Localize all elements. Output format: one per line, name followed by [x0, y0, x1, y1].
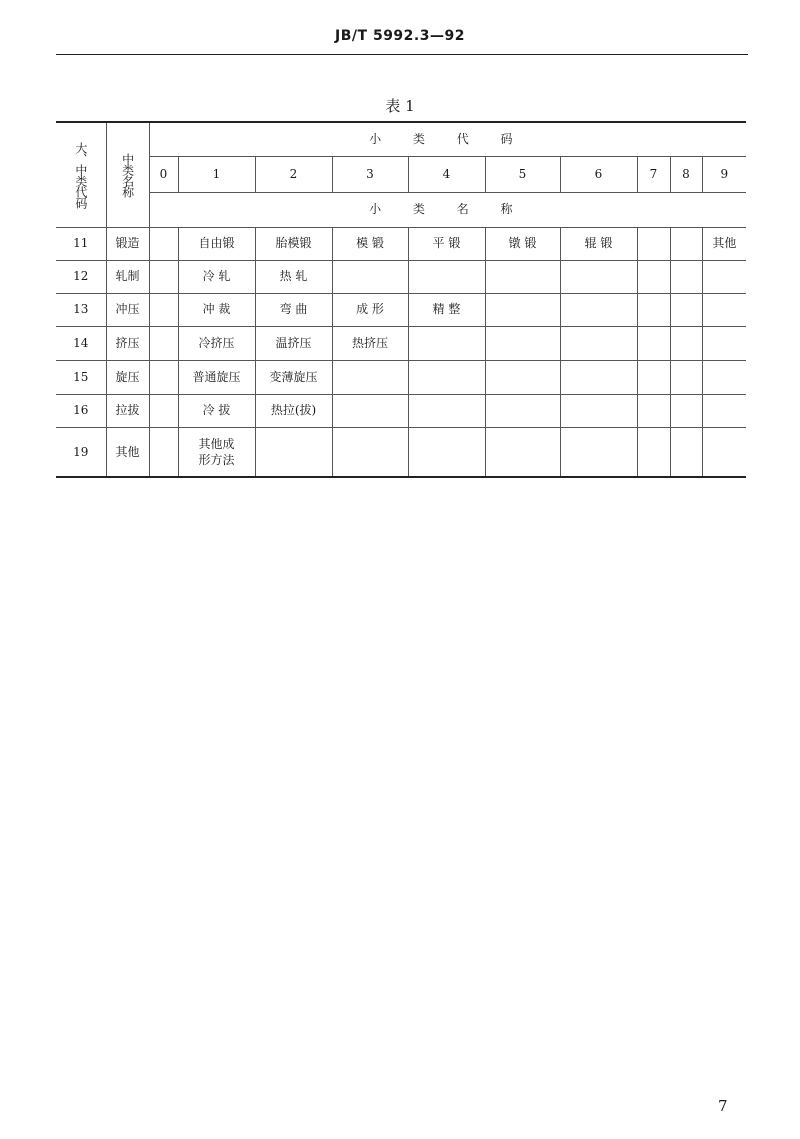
table-row: [56, 260, 746, 293]
table-cell: [670, 427, 702, 477]
table-cell: [408, 260, 485, 293]
table-cell: [637, 360, 670, 394]
table-cell: [670, 360, 702, 394]
table-row: [56, 293, 746, 326]
table-cell: 冷挤压: [178, 326, 255, 360]
table-cell: [149, 326, 178, 360]
row-code: 19: [56, 427, 106, 477]
table-cell: [149, 227, 178, 260]
table-cell: [670, 394, 702, 427]
table-cell: 冷 拔: [178, 394, 255, 427]
table-cell: 其他: [702, 227, 746, 260]
table-cell: [670, 260, 702, 293]
table-cell: [149, 394, 178, 427]
table-title: 表 1: [385, 97, 415, 115]
row-name: 挤压: [106, 326, 149, 360]
header-rule: [56, 54, 748, 55]
table-cell: [485, 394, 560, 427]
table-row: [56, 427, 746, 477]
table-cell: [485, 360, 560, 394]
row-code: 15: [56, 360, 106, 394]
table-cell: 弯 曲: [255, 293, 332, 326]
table-cell: [637, 293, 670, 326]
table-cell: [560, 293, 637, 326]
table-cell: [670, 326, 702, 360]
row-name: 冲压: [106, 293, 149, 326]
digit-header: 9: [702, 156, 746, 192]
table-cell: [332, 360, 408, 394]
row-name: 锻造: [106, 227, 149, 260]
row-name: 旋压: [106, 360, 149, 394]
table-cell: [149, 260, 178, 293]
table-cell: [149, 360, 178, 394]
table-cell: [485, 260, 560, 293]
table-cell: [408, 360, 485, 394]
digit-header: 2: [255, 156, 332, 192]
digit-header: 7: [637, 156, 670, 192]
table-row: [56, 394, 746, 427]
table-cell: [408, 326, 485, 360]
table-cell: [332, 260, 408, 293]
table-cell: 精 整: [408, 293, 485, 326]
table-cell: 模 锻: [332, 227, 408, 260]
table-cell: 变薄旋压: [255, 360, 332, 394]
table-cell: 普通旋压: [178, 360, 255, 394]
table-cell: 热挤压: [332, 326, 408, 360]
table-cell: [149, 427, 178, 477]
table-cell: [702, 326, 746, 360]
table-cell: 镦 锻: [485, 227, 560, 260]
table-cell: [637, 227, 670, 260]
row-code: 11: [56, 227, 106, 260]
table-row: [56, 326, 746, 360]
small-code-header: 小 类 代 码: [149, 122, 746, 156]
table-row: [56, 360, 746, 394]
table-cell: 热拉(拔): [255, 394, 332, 427]
row-code: 13: [56, 293, 106, 326]
row-code: 14: [56, 326, 106, 360]
table-cell: [149, 293, 178, 326]
table-cell: 自由锻: [178, 227, 255, 260]
table-cell: 胎模锻: [255, 227, 332, 260]
table-cell: [408, 427, 485, 477]
table-cell: [485, 427, 560, 477]
digit-header: 1: [178, 156, 255, 192]
digit-header: 5: [485, 156, 560, 192]
row-code: 16: [56, 394, 106, 427]
standard-code: JB/T 5992.3—92: [335, 28, 465, 44]
table-cell: 平 锻: [408, 227, 485, 260]
mid-name-header: 中类名称: [106, 122, 149, 227]
row-name: 其他: [106, 427, 149, 477]
classification-table: [56, 121, 746, 478]
table-cell: [332, 394, 408, 427]
table-cell: [485, 326, 560, 360]
row-name: 轧制: [106, 260, 149, 293]
table-cell: 其他成形方法: [178, 427, 255, 477]
table-cell: [702, 427, 746, 477]
table-cell: [332, 427, 408, 477]
table-cell: [560, 394, 637, 427]
table-cell: [670, 293, 702, 326]
table-cell: [702, 260, 746, 293]
row-code: 12: [56, 260, 106, 293]
table-cell: [637, 394, 670, 427]
table-cell: 成 形: [332, 293, 408, 326]
table-cell: [637, 427, 670, 477]
page-number: 7: [718, 1097, 728, 1115]
table-cell: [560, 427, 637, 477]
table-cell: [408, 394, 485, 427]
table-cell: 冷 轧: [178, 260, 255, 293]
digit-header: 3: [332, 156, 408, 192]
table-cell: 辊 锻: [560, 227, 637, 260]
table-cell: [637, 260, 670, 293]
corner-header: 大、中类代码: [56, 122, 106, 227]
table-cell: 温挤压: [255, 326, 332, 360]
table-cell: 热 轧: [255, 260, 332, 293]
table-cell: [485, 293, 560, 326]
small-name-header: 小 类 名 称: [149, 192, 746, 227]
table-cell: [560, 360, 637, 394]
table-cell: [560, 326, 637, 360]
table-cell: [670, 227, 702, 260]
digit-header: 6: [560, 156, 637, 192]
row-name: 拉拔: [106, 394, 149, 427]
table-cell: [702, 394, 746, 427]
table-cell: 冲 裁: [178, 293, 255, 326]
table-cell: [560, 260, 637, 293]
table-row: [56, 227, 746, 260]
digit-header: 8: [670, 156, 702, 192]
table-cell: [702, 360, 746, 394]
table-cell: [702, 293, 746, 326]
digit-header: 4: [408, 156, 485, 192]
digit-header: 0: [149, 156, 178, 192]
table-cell: [255, 427, 332, 477]
table-cell: [637, 326, 670, 360]
